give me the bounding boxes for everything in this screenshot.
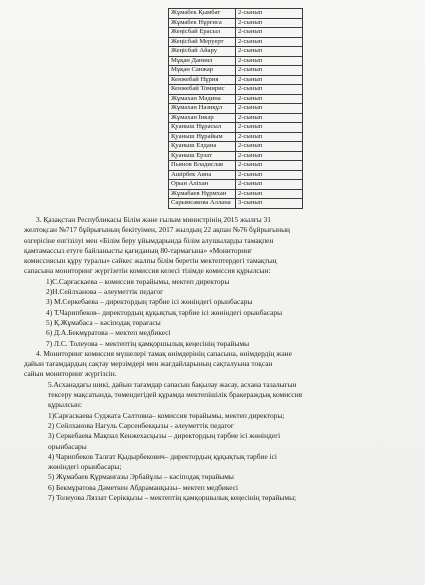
grade-cell: 2-сынып — [236, 66, 303, 76]
grade-cell: 2-сынып — [236, 189, 303, 199]
student-name-cell: Жеңісбай Ерасыл — [169, 28, 236, 38]
students-table — [168, 8, 303, 209]
text-line: өзгерісіне енгізілуі мен «Білім беру ұйымдарында білім алушыларды тамақпен — [24, 235, 274, 245]
table-row — [169, 47, 303, 57]
table-row — [169, 123, 303, 133]
student-name-cell: Сарымсакова Аллана — [169, 199, 236, 209]
grade-cell: 3-сынып — [236, 199, 303, 209]
grade-cell: 2-сынып — [236, 94, 303, 104]
student-name-cell: Қуаныш Нұрасыл — [169, 123, 236, 133]
student-name-cell: Жеңісбай Меруерт — [169, 37, 236, 47]
text-line: 1)Сарғаскаева Суджата Сәлтовна– комиссия төрайымы, мектеп директоры; — [48, 410, 285, 420]
grade-cell: 2-сынып — [236, 151, 303, 161]
student-name-cell: Қуаныш Нұрайым — [169, 132, 236, 142]
student-name-cell: Қуаныш Ерзат — [169, 151, 236, 161]
text-line: 6) Бекмұратова Дәметкен Абдраманқызы– мектеп медбикесі — [48, 482, 239, 492]
grade-cell: 2-сынып — [236, 170, 303, 180]
text-line: 5.Асханадағы шикі, дайын тағамдар сапасын бақылау жасау, асхана тазалығын — [48, 379, 297, 389]
text-line: 4) Чарипбеков Талғат Қыдырбекович– директордың құқықтық тәрбие ісі — [48, 451, 277, 461]
table-row — [169, 104, 303, 114]
grade-cell: 2-сынып — [236, 123, 303, 133]
student-name-cell: Жұмахан Назиқұл — [169, 104, 236, 114]
text-line: тексеру мақсатында, төмендегідей құрамда мектепішілік бракераждық комиссия — [48, 390, 303, 400]
student-name-cell: Мұқан Даниял — [169, 56, 236, 66]
table-row — [169, 113, 303, 123]
table-row — [169, 199, 303, 209]
grade-cell: 2-сынып — [236, 142, 303, 152]
grade-cell: 2-сынып — [236, 37, 303, 47]
table-row — [169, 132, 303, 142]
student-name-cell: Орын Аліхан — [169, 180, 236, 190]
text-line: дайын тағамдардың сақтау мерзімдері мен жағдайларының сақталуына тоқсан — [24, 359, 273, 369]
text-line: жөніндегі орынбасары; — [48, 462, 122, 472]
text-line: 5) Жұмабаев Құрманғазы Эрбайұлы – кәсіподақ төрайымы — [48, 472, 234, 482]
table-row — [169, 37, 303, 47]
grade-cell: 2-сынып — [236, 56, 303, 66]
table-row — [169, 189, 303, 199]
text-line: 1)С.Сарғаскаева – комиссия төрайымы, мектеп директоры — [46, 276, 230, 286]
grade-cell: 2-сынып — [236, 180, 303, 190]
table-row — [169, 75, 303, 85]
text-line: орынбасары — [48, 441, 87, 451]
text-line: 4) Т.Чарипбеков– директордың құқықтық тәрбие ісі жөніндегі орынбасары — [46, 307, 283, 317]
table-row — [169, 170, 303, 180]
grade-cell: 2-сынып — [236, 28, 303, 38]
students-table-body — [169, 9, 303, 209]
student-name-cell: Жұмахан Мәдина — [169, 94, 236, 104]
grade-cell: 2-сынып — [236, 9, 303, 19]
grade-cell: 2-сынып — [236, 85, 303, 95]
grade-cell: 2-сынып — [236, 47, 303, 57]
table-row — [169, 18, 303, 28]
table-row — [169, 161, 303, 171]
student-name-cell: Пьянов Владислав — [169, 161, 236, 171]
text-line: 3. Қазақстан Республикасы Білім және ғылым министрінің 2015 жылғы 31 — [36, 215, 271, 224]
student-name-cell: Кенжебай Томирис — [169, 85, 236, 95]
student-name-cell: Қуаныш Елдана — [169, 142, 236, 152]
text-line: қамтамассыз етуге байланысты қағиданың 80-тармағына» «Мониторинг — [24, 245, 253, 255]
text-line: желтоқсан №717 бұйрығының бекітуімен, 2017 жылдың 22 ақпан №76 бұйрығының — [24, 225, 291, 235]
grade-cell: 2-сынып — [236, 132, 303, 142]
table-row — [169, 94, 303, 104]
text-line: 2)Н.Сейлханова – әлеуметтік педагог — [46, 287, 164, 297]
text-line: 5) Қ.Жұмабаса – кәсіподақ төрағасы — [46, 317, 161, 327]
student-name-cell: Мұқан Санжар — [169, 66, 236, 76]
table-row — [169, 142, 303, 152]
text-line: сапасына мониторинг жүргізетін комиссия келесі тізімде комиссия құрылсын: — [24, 266, 271, 276]
document-body — [24, 215, 406, 503]
grade-cell: 2-сынып — [236, 113, 303, 123]
table-row — [169, 9, 303, 19]
text-line: 3) М.Серкебаева – директордың тәрбие ісі жөніндегі орынбасары — [46, 297, 253, 307]
student-name-cell: Жеңісбай Айару — [169, 47, 236, 57]
text-line: 3) Серкебаева Мақпал Кенжехасқызы – директордың тәрбие ісі жөніндегі — [48, 431, 281, 441]
grade-cell: 2-сынып — [236, 104, 303, 114]
student-name-cell: Жұмабек Қымбат — [169, 9, 236, 19]
student-name-cell: Жұмабек Нұрғиса — [169, 18, 236, 28]
table-row — [169, 28, 303, 38]
text-line: 2) Сейлханова Нагуль Сәрсенбекқызы - әлеуметтік педагог — [48, 420, 234, 430]
text-line: құрылсын: — [48, 400, 82, 410]
text-line: комиссиясын құру туралы» сәйкес жалпы білім беретін мектептердегі тамақтың — [24, 256, 277, 266]
grade-cell: 2-сынып — [236, 18, 303, 28]
grade-cell: 2-сынып — [236, 161, 303, 171]
table-row — [169, 66, 303, 76]
grade-cell: 2-сынып — [236, 75, 303, 85]
text-line: сайын мониторинг жүргізсін. — [24, 369, 117, 379]
student-name-cell: Жұмабаев Нұрмхан — [169, 189, 236, 199]
table-row — [169, 180, 303, 190]
student-name-cell: Кенжебай Нұрия — [169, 75, 236, 85]
text-line: 6) Д.А.Бекмұратова – мектеп медбикесі — [46, 328, 171, 338]
table-row — [169, 56, 303, 66]
student-name-cell: Жұмахан Інкәр — [169, 113, 236, 123]
table-row — [169, 85, 303, 95]
text-line: 7) Толеуова Ляззат Серікқызы – мектептің қамқоршылық кеңесінің төрайымы; — [48, 493, 297, 503]
text-line: 7) Л.С. Толеуова – мектептің қамқоршылық кеңесінің төрайымы — [46, 338, 250, 348]
table-row — [169, 151, 303, 161]
student-name-cell: Ашірбек Аяна — [169, 170, 236, 180]
text-line: 4. Мониторинг комиссия мүшелері тамақ өнімдерінің сапасына, өнімдердің және — [36, 348, 292, 358]
